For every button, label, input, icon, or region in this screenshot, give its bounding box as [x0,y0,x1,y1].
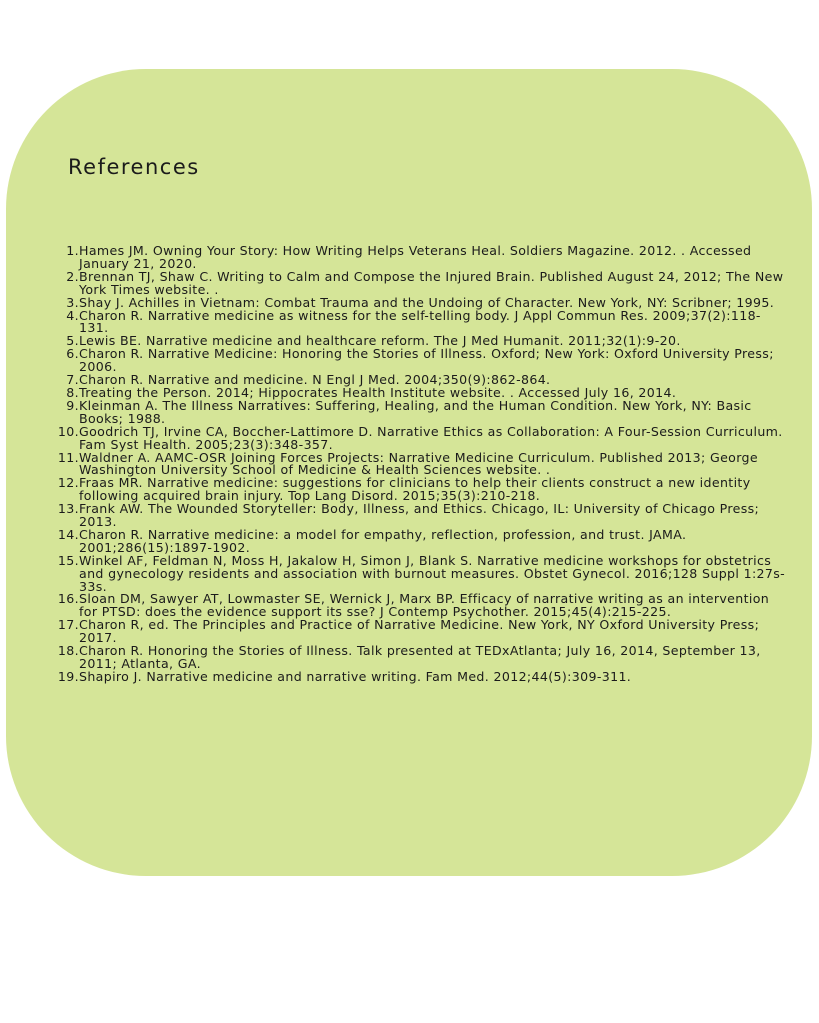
reference-number: 12. [57,475,79,491]
reference-item [46,668,786,684]
reference-number: 3. [66,294,79,310]
reference-number: 4. [66,307,79,323]
reference-item [46,348,786,374]
reference-number: 19. [57,668,79,684]
reference-text: Sloan DM, Sawyer AT, Lowmaster SE, Wernick J, Marx BP. Efficacy of narrative writing as an intervention for PTSD: does the evidence support its sse? J Contemp Psychother. 2015;45(4):215-225. [79,591,770,620]
reference-text: Brennan TJ, Shaw C. Writing to Calm and Compose the Injured Brain. Published August 24, 2012; The New York Times website. . [79,268,784,297]
reference-number: 6. [66,346,79,362]
reference-text: Charon R, ed. The Principles and Practice of Narrative Medicine. New York, NY Oxford University Press; 2017. [79,617,760,646]
reference-number: 10. [57,423,79,439]
reference-text: Charon R. Narrative Medicine: Honoring the Stories of Illness. Oxford; New York: Oxford University Press; 2006. [79,346,774,375]
page-title: References [68,155,200,179]
reference-item [46,593,786,619]
reference-text: Winkel AF, Feldman N, Moss H, Jakalow H, Simon J, Blank S. Narrative medicine workshops for obstetrics and gynecology residents and association with burnout measures. Obstet Gynecol. 2016;128 Suppl 1:27s-33s. [79,552,786,594]
reference-text: Goodrich TJ, Irvine CA, Boccher-Lattimore D. Narrative Ethics as Collaboration: A Four-Session Curriculum. Fam Syst Health. 2005;23(3):348-357. [79,423,783,452]
reference-text: Frank AW. The Wounded Storyteller: Body, Illness, and Ethics. Chicago, IL: University of Chicago Press; 2013. [79,501,760,530]
reference-number: 15. [57,552,79,568]
reference-text: Shapiro J. Narrative medicine and narrative writing. Fam Med. 2012;44(5):309-311. [79,668,632,684]
reference-item [46,245,786,271]
reference-item [46,645,786,671]
reference-text: Treating the Person. 2014; Hippocrates Health Institute website. . Accessed July 16, 2014. [79,384,677,400]
reference-number: 5. [66,333,79,349]
reference-item [46,552,786,594]
reference-number: 9. [66,397,79,413]
reference-text: Charon R. Narrative medicine as witness for the self-telling body. J Appl Commun Res. 2009;37(2):118-131. [79,307,761,336]
reference-number: 14. [57,526,79,542]
reference-text: Waldner A. AAMC-OSR Joining Forces Projects: Narrative Medicine Curriculum. Published 2013; George Washington University School of Medicine & Health Sciences website. . [79,449,758,478]
reference-text: Shay J. Achilles in Vietnam: Combat Trauma and the Undoing of Character. New York, NY: Scribner; 1995. [79,294,775,310]
reference-text: Charon R. Narrative and medicine. N Engl J Med. 2004;350(9):862-864. [79,372,551,388]
reference-item [46,477,786,503]
reference-item [46,423,786,452]
reference-number: 2. [66,268,79,284]
reference-item [46,449,786,478]
reference-number: 16. [57,591,79,607]
reference-item [46,307,786,336]
reference-text: Charon R. Honoring the Stories of Illness. Talk presented at TEDxAtlanta; July 16, 2014, September 13, 2011; Atlanta, GA. [79,643,761,671]
reference-number: 13. [57,501,79,517]
reference-text: Charon R. Narrative medicine: a model for empathy, reflection, profession, and trust. JAMA. 2001;286(15):1897-1902. [79,526,687,555]
reference-text: Kleinman A. The Illness Narratives: Suffering, Healing, and the Human Condition. New York, NY: Basic Books; 1988. [79,397,752,426]
reference-item [46,503,786,529]
reference-item [46,619,786,645]
reference-number: 11. [57,449,79,465]
reference-number: 7. [66,372,79,388]
reference-number: 1. [66,243,79,258]
reference-number: 8. [66,384,79,400]
reference-text: Hames JM. Owning Your Story: How Writing Helps Veterans Heal. Soldiers Magazine. 2012. . Accessed January 21, 2020. [79,243,752,271]
reference-item [46,526,786,555]
reference-text: Lewis BE. Narrative medicine and healthcare reform. The J Med Humanit. 2011;32(1):9-20. [79,333,681,349]
reference-number: 17. [57,617,79,633]
reference-text: Fraas MR. Narrative medicine: suggestions for clinicians to help their clients construct a new identity following acquired brain injury. Top Lang Disord. 2015;35(3):210-218. [79,475,751,504]
reference-item [46,268,786,297]
references-list [46,245,786,684]
reference-item [46,397,786,426]
reference-number: 18. [57,643,79,659]
